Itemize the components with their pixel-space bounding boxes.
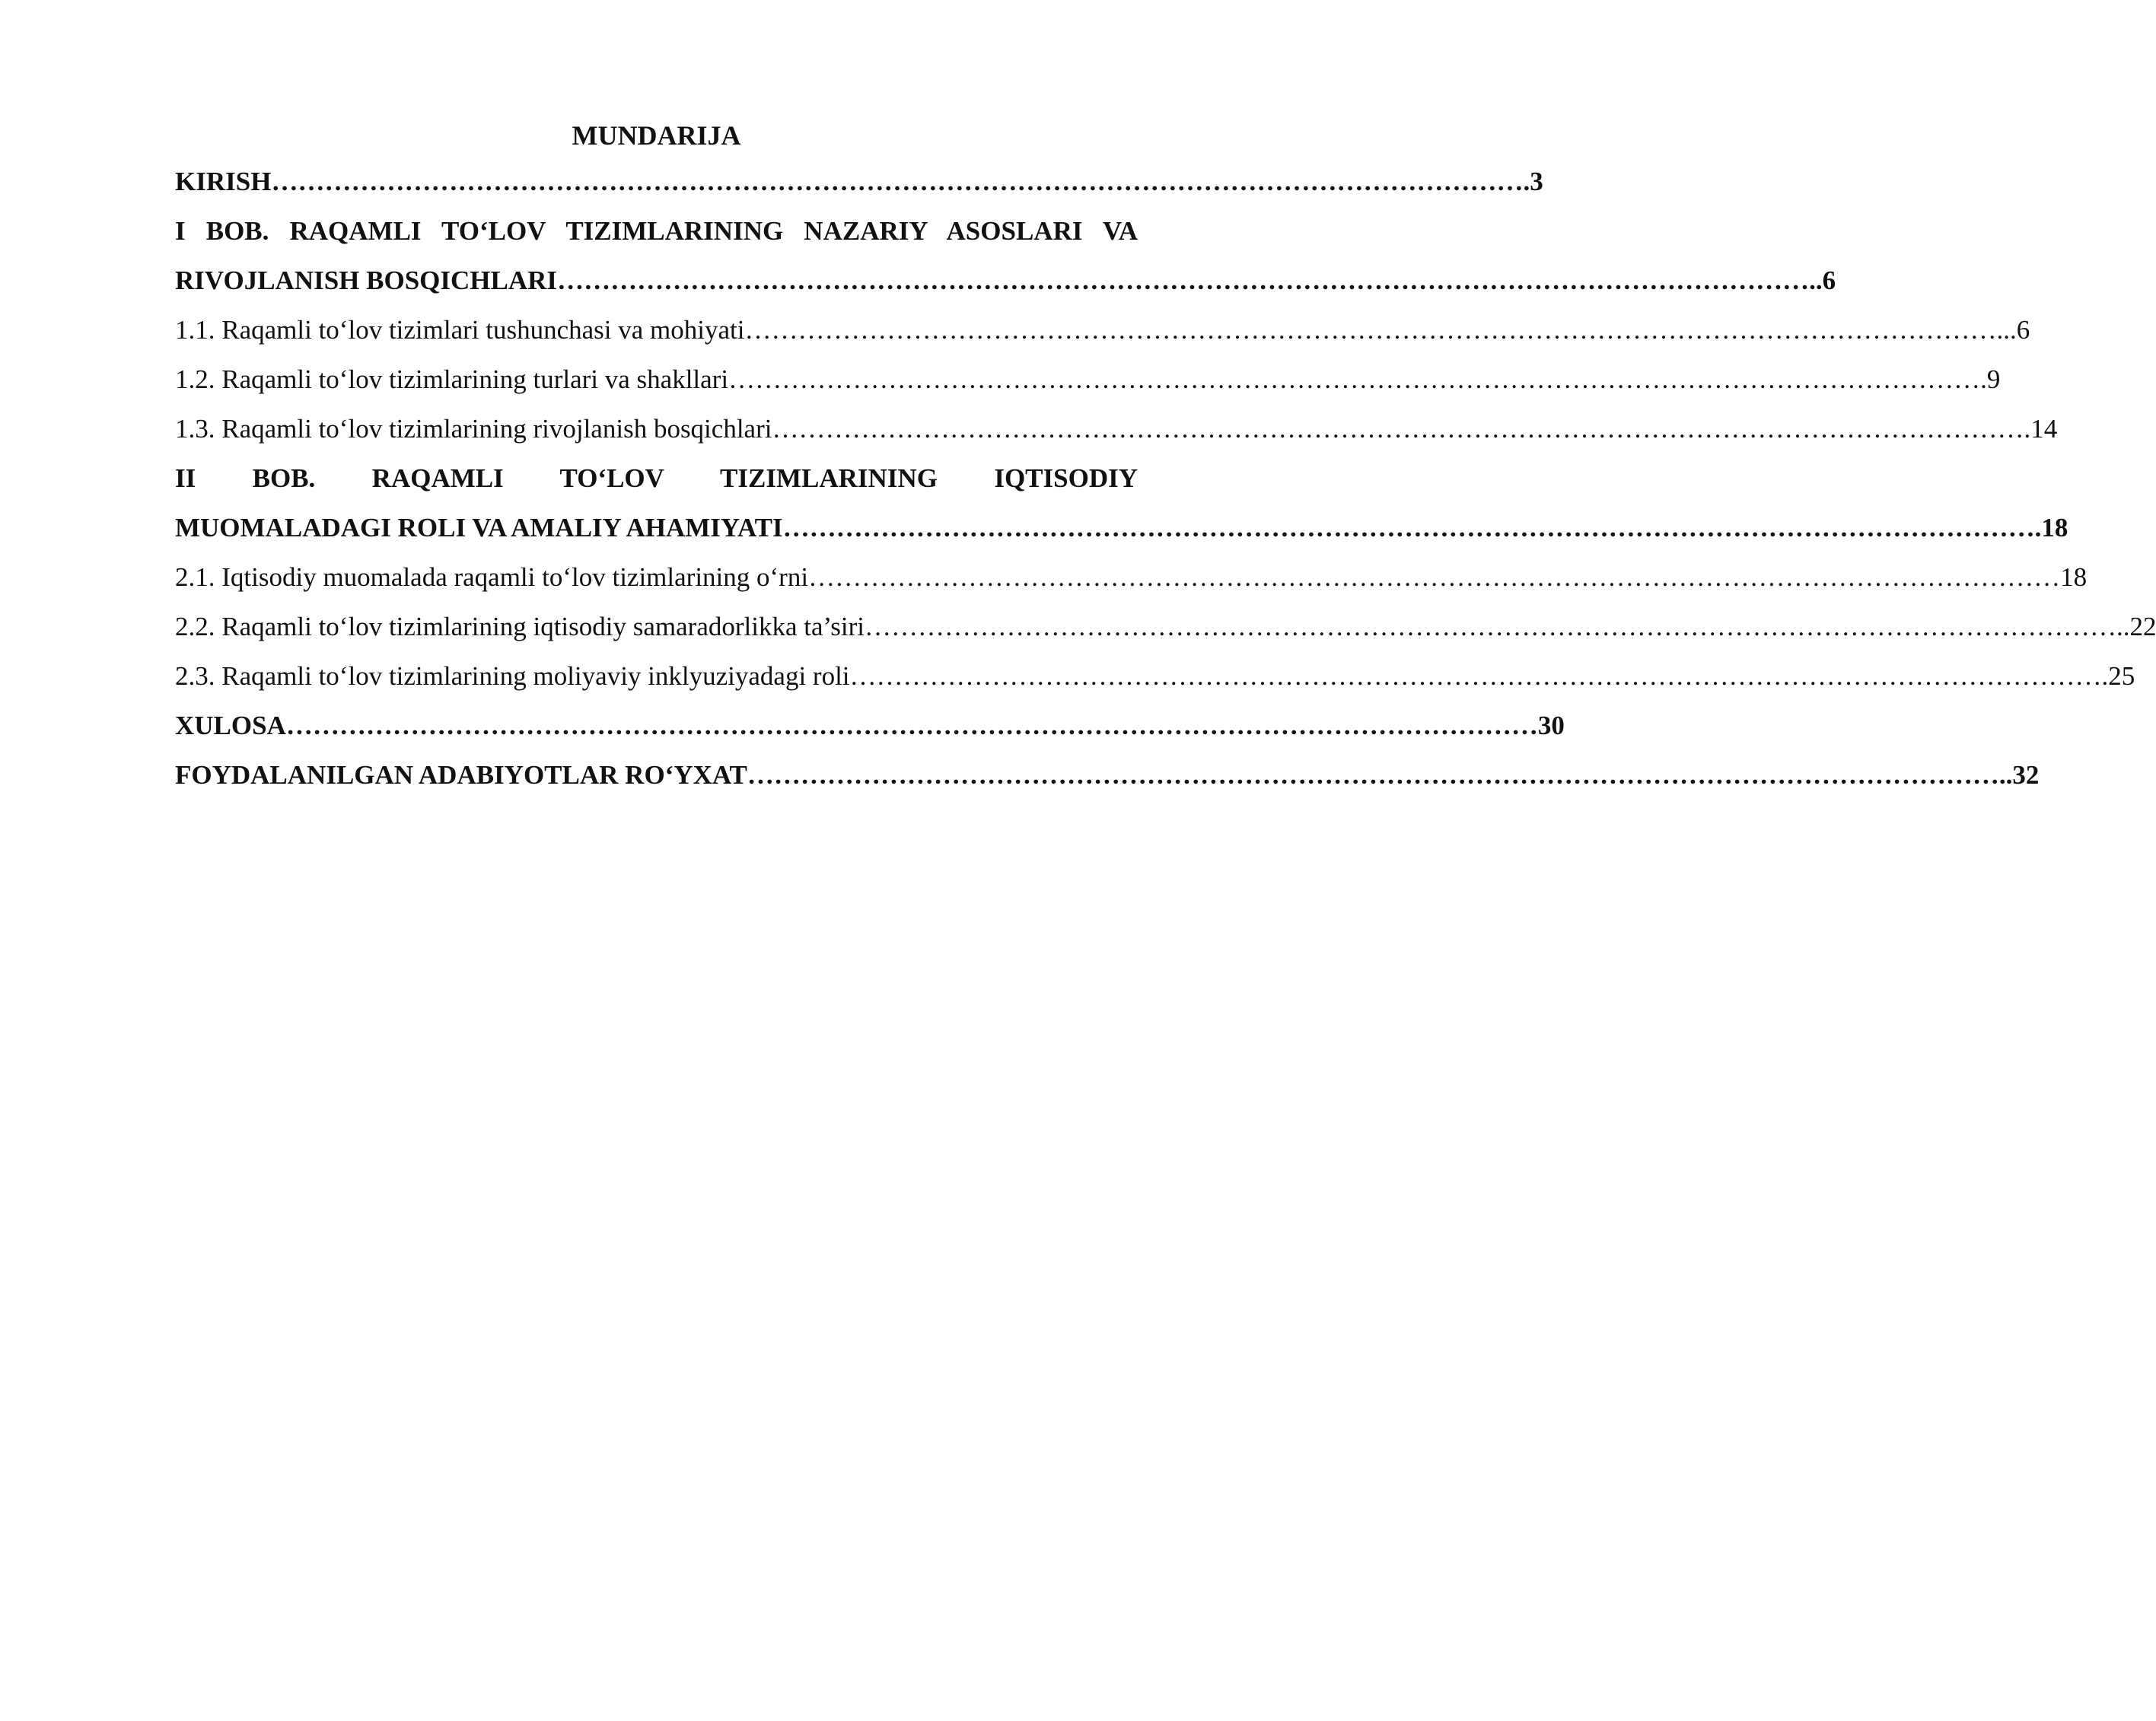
toc-page-number: .25 [2101,661,2135,691]
toc-page-number: .3 [1523,167,1543,196]
dot-leader: …………………………………………………………………………………………………………………………… [728,364,1981,394]
toc-entry-label-line1: I BOB. RAQAMLI TO‘LOV TIZIMLARINING NAZARIY ASOSLARI VA [175,216,1138,246]
dot-leader: …………………………………………………………………………………………………………………………… [271,167,1524,196]
toc-page-number: ..32 [1998,760,2040,790]
toc-entry-label: XULOSA [175,711,286,740]
toc-page-number: ...6 [1996,315,2030,345]
toc-entry-label: 2.3. Raqamli to‘lov tizimlarining moliyaviy inklyuziyadagi roli [175,661,850,691]
toc-entry-label: 2.1. Iqtisodiy muomalada raqamli to‘lov tizimlarining o‘rni [175,562,809,592]
dot-leader: …………………………………………………………………………………………………………………………… [864,612,2116,641]
toc-entry-references[interactable] [175,750,2040,800]
toc-entry-section-1-2[interactable] [175,355,2001,404]
toc-entry-label: 1.3. Raqamli to‘lov tizimlarining rivojlanish bosqichlari [175,414,772,444]
dot-leader: …………………………………………………………………………………………………………………………… [782,513,2035,542]
toc-entry-label: 1.2. Raqamli to‘lov tizimlarining turlari va shakllari [175,364,729,394]
toc-entry-label-line1: II BOB. RAQAMLI TO‘LOV TIZIMLARINING IQTISODIY [175,463,1138,493]
toc-entry-kirish[interactable] [175,157,1543,206]
toc-page-number: ..22 [2116,612,2156,641]
toc-entry-chapter-2[interactable] [175,453,2068,552]
toc-entry-label: MUOMALADAGI ROLI VA AMALIY AHAMIYATI [175,513,783,542]
toc-page-number: .9 [1980,364,2001,394]
toc-entry-chapter-1[interactable] [175,206,1836,305]
toc-title: MUNDARIJA [572,120,741,151]
toc-entry-section-2-3[interactable] [175,651,2135,701]
toc-page-number: .18 [2034,513,2068,542]
dot-leader: …………………………………………………………………………………………………………………………… [849,661,2102,691]
toc-entry-label: 2.2. Raqamli to‘lov tizimlarining iqtisodiy samaradorlikka ta’siri [175,612,865,641]
dot-leader: …………………………………………………………………………………………………………………………… [747,760,1999,790]
toc-entry-section-1-3[interactable] [175,404,2058,453]
toc-entry-section-1-1[interactable] [175,305,2030,355]
toc-entry-label: RIVOJLANISH BOSQICHLARI [175,266,558,295]
table-of-contents [175,114,2156,800]
toc-entry-section-2-1[interactable] [175,552,2088,602]
toc-entry-label: 1.1. Raqamli to‘lov tizimlari tushunchasi va mohiyati [175,315,745,345]
toc-entry-label: FOYDALANILGAN ADABIYOTLAR RO‘YXAT [175,760,747,790]
toc-page-number: 18 [2060,562,2088,592]
dot-leader: …………………………………………………………………………………………………………………………… [557,266,1810,295]
toc-entry-label: KIRISH [175,167,272,196]
dot-leader: …………………………………………………………………………………………………………………………… [808,562,2061,592]
toc-page-number: ..6 [1809,266,1836,295]
dot-leader: …………………………………………………………………………………………………………………………… [772,414,2024,444]
dot-leader: …………………………………………………………………………………………………………………………… [744,315,1997,345]
toc-entry-xulosa[interactable] [175,701,1565,750]
toc-page-number: .14 [2024,414,2058,444]
toc-page-number: 30 [1537,711,1565,740]
toc-entry-section-2-2[interactable] [175,602,2156,651]
dot-leader: …………………………………………………………………………………………………………………………… [285,711,1538,740]
